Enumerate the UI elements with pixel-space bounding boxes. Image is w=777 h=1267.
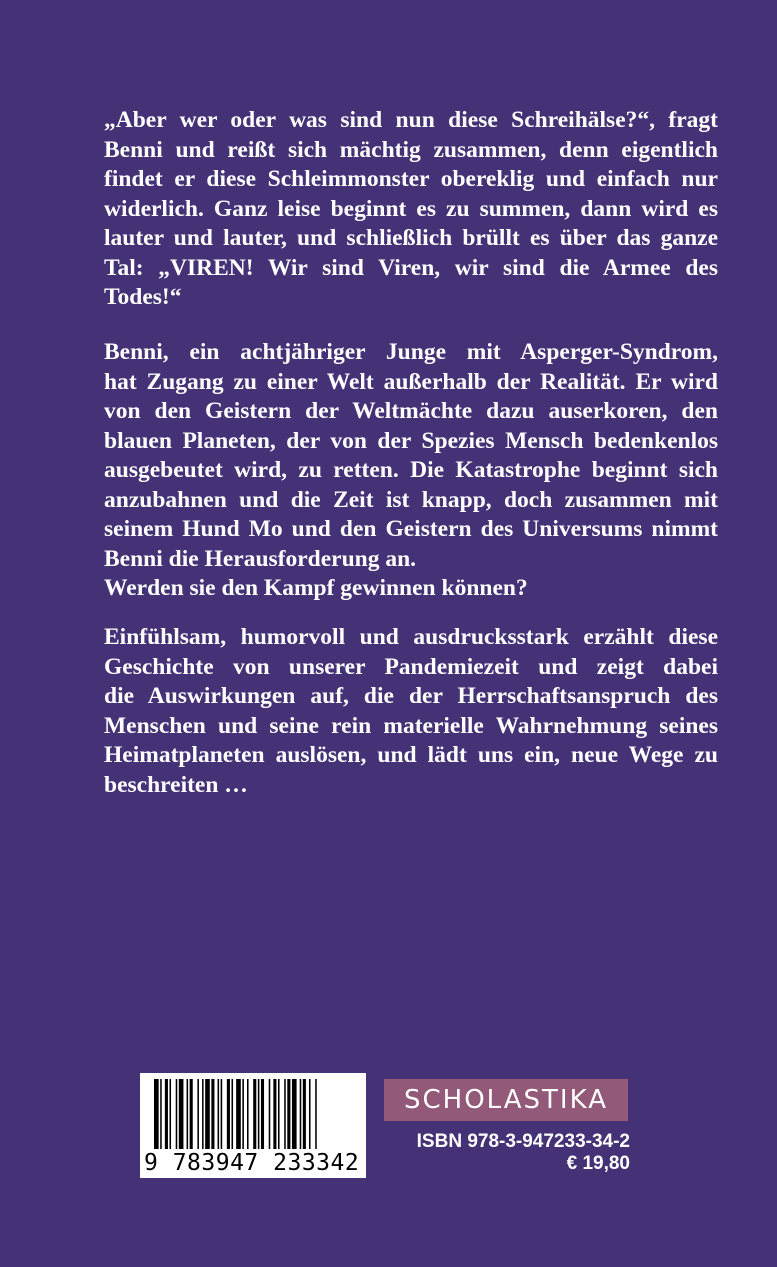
text-line: lauter und lauter, und schließlich brüllt es über das ganze: [104, 225, 718, 251]
barcode-bar: [287, 1079, 290, 1149]
barcode-bar: [300, 1079, 302, 1149]
barcode-bars: [154, 1079, 352, 1149]
blurb-paragraph-summary: [104, 338, 718, 604]
barcode-bar: [187, 1079, 189, 1149]
text-line: findet er diese Schleimmonster obereklig und einfach nur: [104, 166, 718, 192]
text-line: Heimatplaneten auslösen, und lädt uns ein, neue Wege zu: [104, 742, 718, 768]
price-label: € 19,80: [566, 1153, 630, 1174]
text-line: Einfühlsam, humorvoll und ausdrucksstark erzählt diese: [104, 624, 718, 650]
barcode-bar: [292, 1079, 297, 1149]
text-line: blauen Planeten, der von der Spezies Mensch bedenkenlos: [104, 427, 718, 454]
text-line: Benni, ein achtjähriger Junge mit Asperger-Syndrom,: [104, 339, 718, 365]
text-line: Werden sie den Kampf gewinnen können?: [104, 575, 528, 601]
barcode-bar: [205, 1079, 210, 1149]
publisher-logo: SCHOLASTIKA: [384, 1079, 628, 1121]
barcode-bar: [236, 1079, 241, 1149]
text-line: Benni und reißt sich mächtig zusammen, denn eigentlich: [104, 136, 718, 163]
barcode-bar: [232, 1079, 234, 1149]
barcode-bar: [170, 1079, 172, 1149]
text-line: anzubahnen und die Zeit ist knapp, doch zusammen mit: [104, 486, 718, 513]
barcode-bar: [247, 1079, 249, 1149]
text-line: Menschen und seine rein materielle Wahrnehmung seines: [104, 712, 718, 739]
barcode-bar: [242, 1079, 244, 1149]
barcode-bar: [227, 1079, 230, 1149]
barcode-bar: [197, 1079, 199, 1149]
barcode-bar: [315, 1079, 317, 1149]
text-line: Tal: „VIREN! Wir sind Viren, wir sind die Armee des: [104, 254, 718, 281]
barcode-bar: [218, 1079, 220, 1149]
barcode-bar: [261, 1079, 264, 1149]
barcode-bar: [176, 1079, 178, 1149]
text-line: seinem Hund Mo und den Geistern des Universums nimmt: [104, 516, 718, 542]
text-line: „Aber wer oder was sind nun diese Schreihälse?“, fragt: [104, 107, 718, 133]
barcode-bar: [284, 1079, 286, 1149]
text-line: Todes!“: [104, 284, 182, 310]
isbn-label: ISBN 978-3-947233-34-2: [416, 1131, 630, 1152]
text-line: widerlich. Ganz leise beginnt es zu summen, dann wird es: [104, 195, 718, 222]
barcode: [140, 1073, 366, 1178]
text-line: ausgebeutet wird, zu retten. Die Katastrophe beginnt sich: [104, 457, 718, 483]
blurb-paragraph-review: [104, 623, 718, 800]
barcode-bar: [273, 1079, 276, 1149]
text-line: Geschichte von unserer Pandemiezeit und zeigt dabei: [104, 653, 718, 680]
text-line: Benni die Herausforderung an.: [104, 545, 417, 572]
barcode-bar: [303, 1079, 306, 1149]
barcode-bar: [154, 1079, 159, 1149]
barcode-bar: [202, 1079, 204, 1149]
barcode-digits: 9 783947 233342: [144, 1150, 360, 1176]
barcode-bar: [253, 1079, 256, 1149]
barcode-bar: [165, 1079, 168, 1149]
blurb-paragraph-intro: [104, 106, 718, 313]
text-line: die Auswirkungen auf, die der Herrschaftsanspruch des: [104, 683, 718, 709]
barcode-bar: [258, 1079, 260, 1149]
barcode-bar: [309, 1079, 311, 1149]
text-line: hat Zugang zu einer Welt außerhalb der Realität. Er wird: [104, 368, 718, 395]
barcode-bar: [278, 1079, 280, 1149]
barcode-bar: [269, 1079, 271, 1149]
barcode-bar: [221, 1079, 223, 1149]
barcode-bar: [211, 1079, 214, 1149]
barcode-bar: [190, 1079, 193, 1149]
text-line: beschreiten …: [104, 771, 248, 798]
barcode-bar: [179, 1079, 184, 1149]
text-line: von den Geistern der Weltmächte dazu auserkoren, den: [104, 398, 718, 424]
barcode-bar: [160, 1079, 162, 1149]
